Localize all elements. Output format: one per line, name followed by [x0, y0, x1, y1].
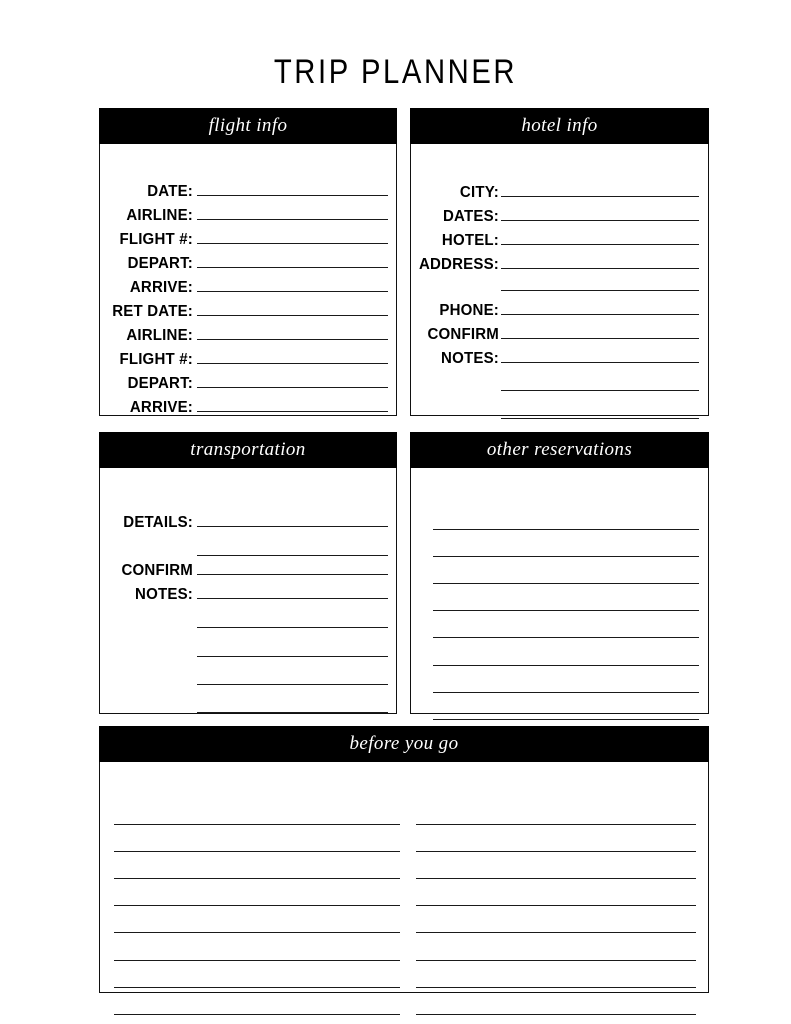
field-label: NOTES: [135, 586, 193, 603]
before-you-go-left-line[interactable] [114, 960, 400, 961]
section-header-transportation: transportation [99, 432, 397, 468]
before-you-go-right-line[interactable] [416, 905, 696, 906]
field-write-line[interactable] [197, 195, 388, 196]
section-body-transportation [99, 468, 397, 714]
field-write-line[interactable] [197, 574, 388, 575]
field-write-line[interactable] [433, 529, 699, 530]
before-you-go-left-line[interactable] [114, 1014, 400, 1015]
field-write-line[interactable] [197, 656, 388, 657]
section-header-before-you-go: before you go [99, 726, 709, 762]
section-before-you-go [99, 726, 709, 993]
field-label: ARRIVE: [129, 399, 193, 416]
section-body-other-reservations [410, 468, 709, 714]
field-write-line[interactable] [197, 712, 388, 713]
section-flight-info [99, 108, 397, 416]
before-you-go-left-line[interactable] [114, 824, 400, 825]
field-write-line[interactable] [197, 526, 388, 527]
field-write-line[interactable] [501, 196, 699, 197]
field-write-line[interactable] [197, 267, 388, 268]
field-label: CITY: [459, 184, 499, 201]
section-header-other-reservations: other reservations [410, 432, 709, 468]
field-write-line[interactable] [197, 315, 388, 316]
before-you-go-right-line[interactable] [416, 932, 696, 933]
before-you-go-left-line[interactable] [114, 851, 400, 852]
section-body-flight-info [99, 144, 397, 416]
field-label: DATE: [147, 183, 193, 200]
section-header-flight-info: flight info [99, 108, 397, 144]
section-body-before-you-go [99, 762, 709, 993]
field-label: PHONE: [439, 302, 499, 319]
field-write-line[interactable] [433, 556, 699, 557]
field-write-line[interactable] [197, 363, 388, 364]
before-you-go-left-line[interactable] [114, 932, 400, 933]
field-label: DATES: [442, 208, 499, 225]
field-write-line[interactable] [197, 219, 388, 220]
field-write-line[interactable] [501, 390, 699, 391]
field-write-line[interactable] [433, 719, 699, 720]
field-write-line[interactable] [197, 598, 388, 599]
field-write-line[interactable] [197, 387, 388, 388]
field-write-line[interactable] [197, 555, 388, 556]
field-write-line[interactable] [197, 243, 388, 244]
field-write-line[interactable] [501, 220, 699, 221]
field-label: FLIGHT #: [119, 231, 193, 248]
before-you-go-right-line[interactable] [416, 960, 696, 961]
field-write-line[interactable] [501, 314, 699, 315]
field-label: AIRLINE: [126, 327, 193, 344]
section-header-hotel-info: hotel info [410, 108, 709, 144]
field-label: ADDRESS: [418, 256, 499, 273]
before-you-go-right-line[interactable] [416, 851, 696, 852]
field-label: DEPART: [127, 375, 193, 392]
field-write-line[interactable] [197, 684, 388, 685]
field-write-line[interactable] [197, 627, 388, 628]
before-you-go-left-line[interactable] [114, 878, 400, 879]
section-transportation [99, 432, 397, 714]
field-label: RET DATE: [112, 303, 193, 320]
before-you-go-left-line[interactable] [114, 987, 400, 988]
field-write-line[interactable] [501, 418, 699, 419]
field-write-line[interactable] [433, 610, 699, 611]
field-label: FLIGHT #: [119, 351, 193, 368]
field-write-line[interactable] [433, 637, 699, 638]
field-label: ARRIVE: [129, 279, 193, 296]
page-title: TRIP PLANNER [273, 53, 518, 91]
field-label: AIRLINE: [126, 207, 193, 224]
field-label: CONFIRM [427, 326, 499, 343]
before-you-go-right-line[interactable] [416, 1014, 696, 1015]
field-label: NOTES: [441, 350, 499, 367]
section-hotel-info [410, 108, 709, 416]
field-write-line[interactable] [433, 583, 699, 584]
before-you-go-right-line[interactable] [416, 987, 696, 988]
field-write-line[interactable] [197, 339, 388, 340]
field-write-line[interactable] [501, 290, 699, 291]
field-write-line[interactable] [433, 665, 699, 666]
field-write-line[interactable] [433, 692, 699, 693]
section-other-reservations [410, 432, 709, 714]
field-write-line[interactable] [197, 411, 388, 412]
before-you-go-left-line[interactable] [114, 905, 400, 906]
field-write-line[interactable] [501, 338, 699, 339]
field-label: DEPART: [127, 255, 193, 272]
field-write-line[interactable] [501, 362, 699, 363]
before-you-go-right-line[interactable] [416, 824, 696, 825]
before-you-go-right-line[interactable] [416, 878, 696, 879]
field-write-line[interactable] [501, 268, 699, 269]
field-label: CONFIRM [121, 562, 193, 579]
section-body-hotel-info [410, 144, 709, 416]
field-label: HOTEL: [441, 232, 499, 249]
field-label: DETAILS: [123, 514, 193, 531]
field-write-line[interactable] [197, 291, 388, 292]
field-write-line[interactable] [501, 244, 699, 245]
